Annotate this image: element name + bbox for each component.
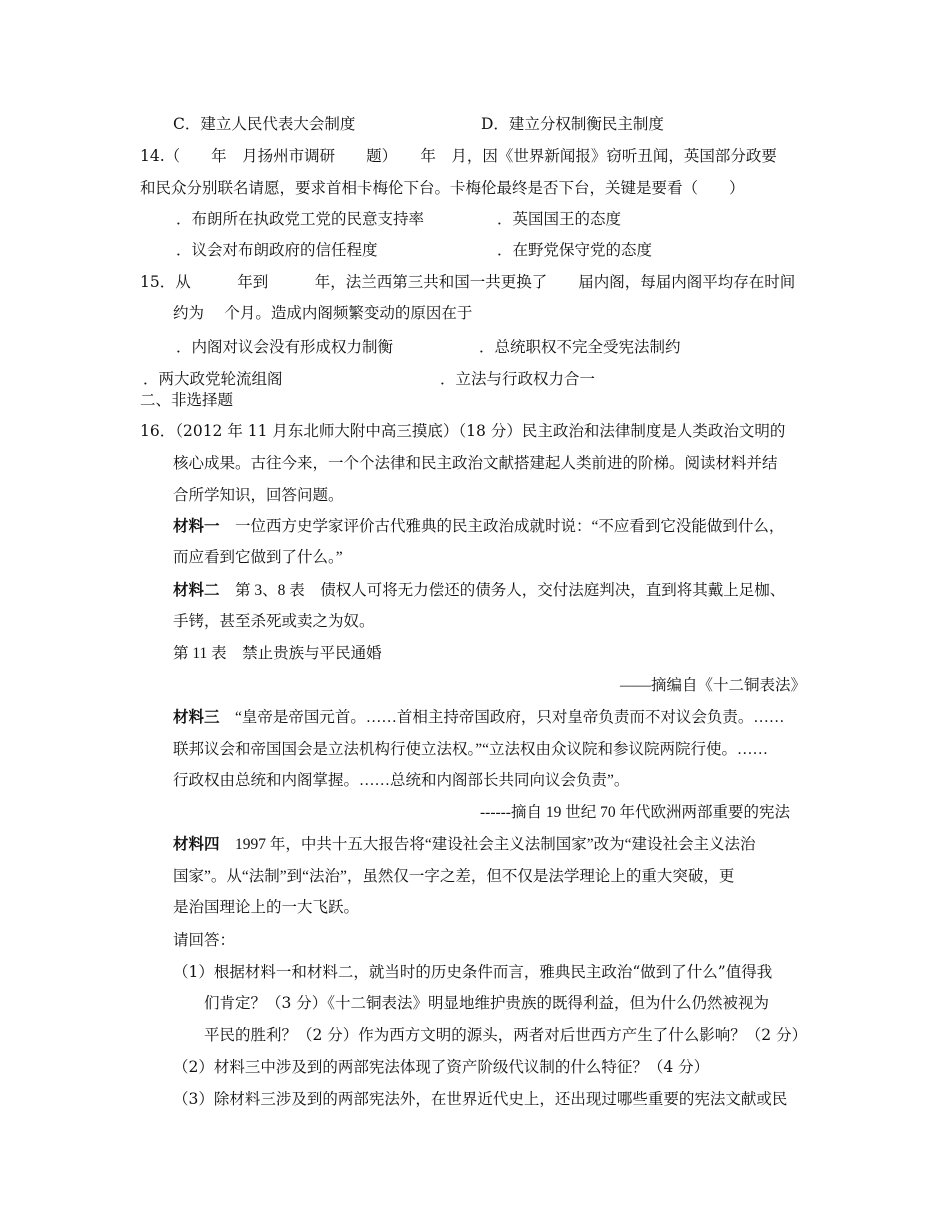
subquestion-1-line1: （1）根据材料一和材料二，就当时的历史条件而言，雅典民主政治“做到了什么”值得我 <box>173 963 773 981</box>
q14-stem-line1: 14.（ 年 月扬州市调研 题） 年 月，因《世界新闻报》窃听丑闻，英国部分政要 <box>140 147 777 165</box>
material-2-source: ——摘编自《十二铜表法》 <box>620 677 807 694</box>
answer-prompt: 请回答： <box>173 931 236 949</box>
material-3-label: 材料三 <box>173 709 220 726</box>
material-4-text: 1997 年，中共十五大报告将“建设社会主义法制国家”改为“建设社会主义法治 <box>219 836 756 853</box>
q15-option-c: ．两大政党轮流组阁 <box>143 370 283 388</box>
material-4-line1 <box>173 835 756 855</box>
q14-option-c: ．议会对布朗政府的信任程度 <box>176 241 378 259</box>
material-3-line3: 行政权由总统和内阁掌握。……总统和内阁部长共同向议会负责”。 <box>173 772 630 789</box>
material-3-text: “皇帝是帝国元首。……首相主持帝国政府，只对皇帝负责而不对议会负责。…… <box>219 709 785 726</box>
material-1-line2: 而应看到它做到了什么。” <box>173 549 343 566</box>
material-4-line2: 国家”。从“法制”到“法治”，虽然仅一字之差，但不仅是法学理论上的重大突破，更 <box>173 868 735 885</box>
q16-stem-line3: 合所学知识，回答问题。 <box>173 486 344 504</box>
material-3-line1 <box>173 708 784 728</box>
material-1-line1 <box>173 517 784 537</box>
material-1-label: 材料一 <box>173 518 220 535</box>
material-2-line2: 手铐，甚至杀死或卖之为奴。 <box>173 613 375 630</box>
q14-option-b: ．英国国王的态度 <box>497 210 622 228</box>
subquestion-1-line3: 平民的胜利？（2 分）作为西方文明的源头，两者对后世西方产生了什么影响？（2 分） <box>204 1026 808 1044</box>
q15-option-d: ．立法与行政权力合一 <box>440 370 596 388</box>
q15-option-a: ．内阁对议会没有形成权力制衡 <box>176 338 394 356</box>
q16-stem-line1: 16．（2012 年 11 月东北师大附中高三摸底）（18 分）民主政治和法律制度是人类政治文明的 <box>140 422 786 440</box>
q15-stem-line1: 15．从 年到 年，法兰西第三共和国一共更换了 届内阁，每届内阁平均存在时间 <box>140 273 796 291</box>
q14-option-d: ．在野党保守党的态度 <box>497 241 653 259</box>
material-3-source: ------摘自 19 世纪 70 年代欧洲两部重要的宪法 <box>480 804 790 821</box>
material-4-label: 材料四 <box>173 836 220 853</box>
material-4-line3: 是治国理论上的一大飞跃。 <box>173 899 360 916</box>
material-2-label: 材料二 <box>173 582 220 599</box>
material-2-line1 <box>173 581 785 601</box>
q15-stem-line2: 约为 个月。造成内阁频繁变动的原因在于 <box>173 304 473 322</box>
q13-option-c: C．建立人民代表大会制度 <box>173 115 356 133</box>
q15-option-b: ．总统职权不完全受宪法制约 <box>479 338 681 356</box>
q14-stem-line2: 和民众分别联名请愿，要求首相卡梅伦下台。卡梅伦最终是否下台，关键是要看（ ） <box>140 179 745 197</box>
material-2-line3: 第 11 表 禁止贵族与平民通婚 <box>173 645 382 662</box>
q14-option-a: ．布朗所在执政党工党的民意支持率 <box>176 210 425 228</box>
subquestion-3: （3）除材料三涉及到的两部宪法外，在世界近代史上，还出现过哪些重要的宪法文献或民 <box>173 1090 788 1108</box>
q13-option-d: D．建立分权制衡民主制度 <box>481 115 664 133</box>
q16-stem-line2: 核心成果。古往今来，一个个法律和民主政治文献搭建起人类前进的阶梯。阅读材料并结 <box>173 454 778 472</box>
subquestion-1-line2: 们肯定？（3 分）《十二铜表法》明显地维护贵族的既得利益，但为什么仍然被视为 <box>204 994 770 1012</box>
subquestion-2: （2）材料三中涉及到的两部宪法体现了资产阶级代议制的什么特征？（4 分） <box>173 1058 710 1076</box>
section-heading: 二、非选择题 <box>140 391 234 409</box>
material-1-text: 一位西方史学家评价古代雅典的民主政治成就时说：“不应看到它没能做到什么， <box>219 518 785 535</box>
material-2-text: 第 3、8 表 债权人可将无力偿还的债务人，交付法庭判决，直到将其戴上足枷、 <box>219 582 786 599</box>
material-3-line2: 联邦议会和帝国国会是立法机构行使立法权。”“立法权由众议院和参议院两院行使。…… <box>173 741 769 758</box>
